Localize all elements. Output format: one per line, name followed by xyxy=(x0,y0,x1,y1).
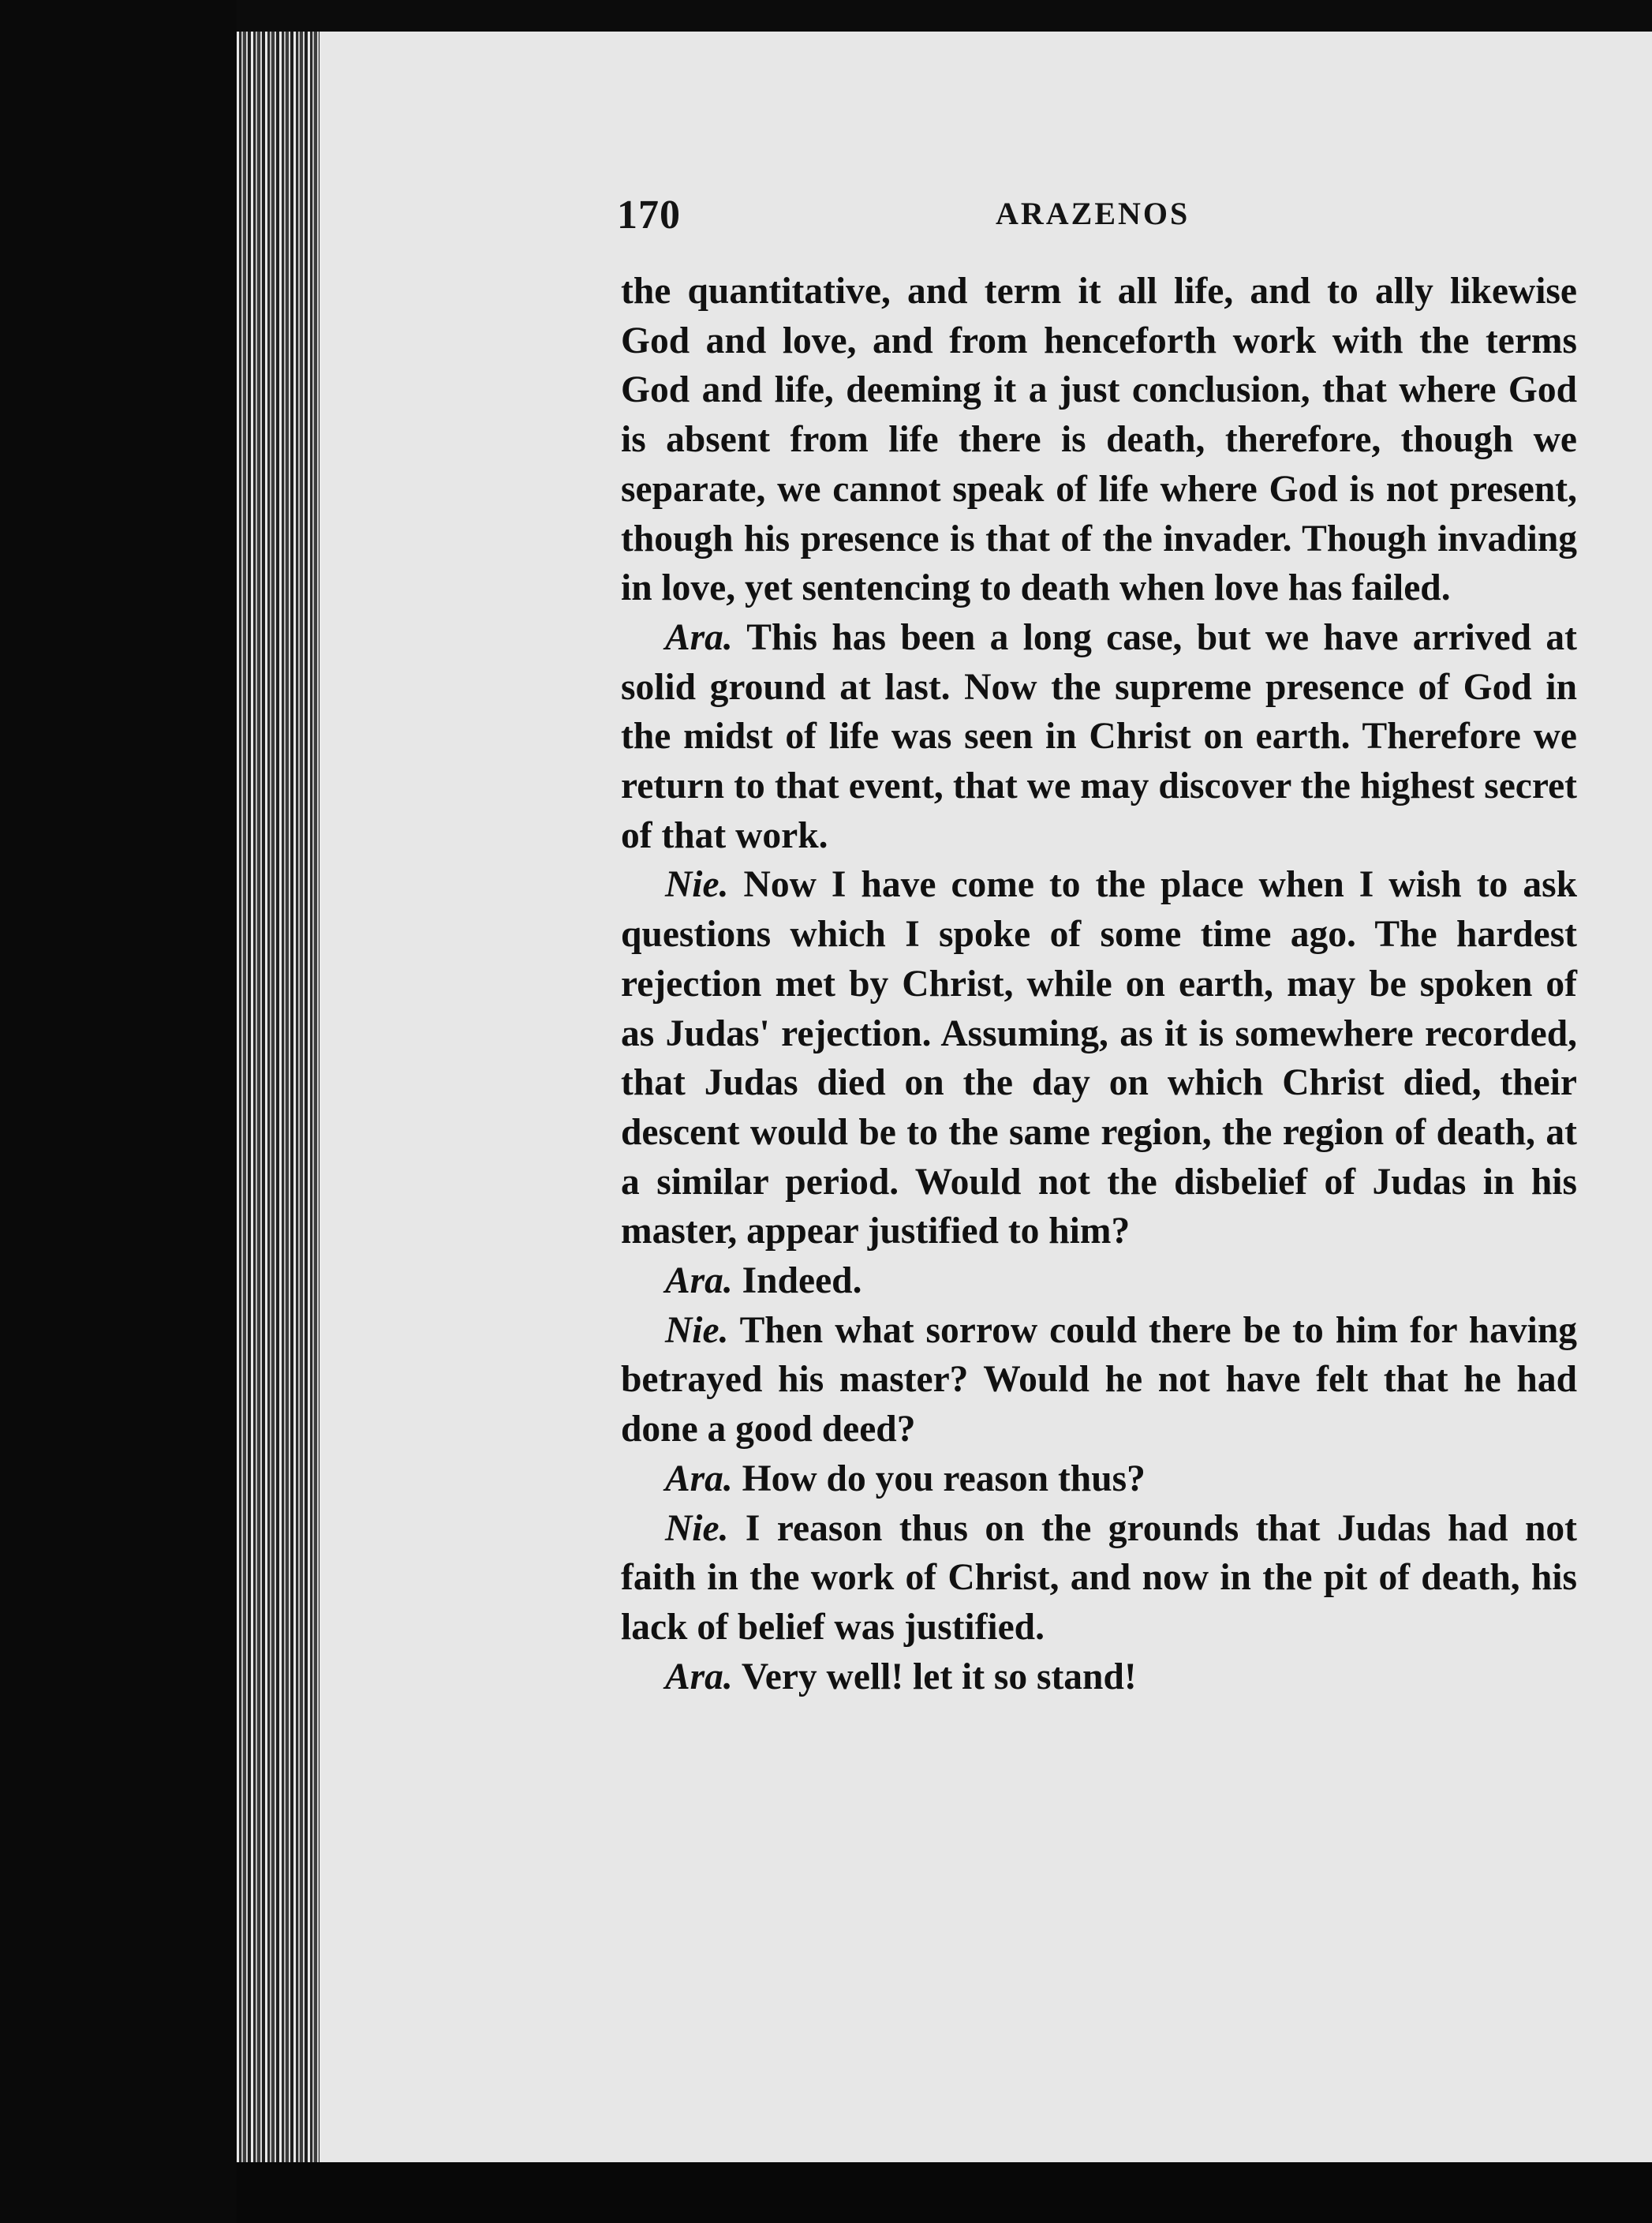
paragraph-text: Now I have come to the place when I wish to ask questions which I spoke of some time ago. The hardest rejection met by Christ, while on earth, may be spoken of as Judas' rejection. Assuming, as it is somewhere recorded, that Judas died on the day on which Christ died, their descent would be to the same region, the region of death, at a similar period. Would not the disbelief of Judas in his master, appear justified to him? xyxy=(621,864,1577,1252)
speaker-label: Ara. xyxy=(665,1656,733,1697)
running-title: ARAZENOS xyxy=(996,196,1190,231)
running-head xyxy=(617,192,1595,239)
dark-scan-margin xyxy=(0,0,260,2223)
speaker-label: Nie. xyxy=(665,864,729,906)
dark-bottom-border xyxy=(237,2162,1652,2223)
paragraph-text: This has been a long case, but we have arrived at solid ground at last. Now the supreme presence of God in the midst of life was seen in Christ on earth. Therefore we return to that event, that we may discover the highest secret of that work. xyxy=(621,616,1577,856)
paragraph-7 xyxy=(621,1504,1577,1652)
paragraph-5 xyxy=(621,1306,1577,1454)
speaker-label: Ara. xyxy=(665,1260,733,1302)
speaker-label: Nie. xyxy=(665,1507,729,1549)
paragraph-text: How do you reason thus? xyxy=(742,1458,1146,1499)
body-text xyxy=(621,267,1577,1701)
paragraph-text: Then what sorrow could there be to him for having betrayed his master? Would he not have felt that he had done a good deed? xyxy=(621,1309,1577,1450)
dark-top-border xyxy=(237,0,1652,32)
paragraph-3 xyxy=(621,860,1577,1256)
paragraph-8 xyxy=(621,1652,1577,1702)
paragraph-1 xyxy=(621,267,1577,613)
page-number: 170 xyxy=(617,193,681,238)
paragraph-text: Indeed. xyxy=(742,1260,862,1302)
speaker-label: Ara. xyxy=(665,616,733,658)
speaker-label: Ara. xyxy=(665,1458,733,1499)
speaker-label: Nie. xyxy=(665,1309,729,1351)
paragraph-text: the quantitative, and term it all life, and to ally likewise God and love, and from henceforth work with the terms God and life, deeming it a just conclusion, that where God is absent from life there is death, therefore, though we separate, we cannot speak of life where God is not present, though his presence is that of the invader. Though invading in love, yet sentencing to death when love has failed. xyxy=(621,271,1577,609)
paragraph-6 xyxy=(621,1454,1577,1504)
paragraph-text: Very well! let it so stand! xyxy=(741,1656,1137,1697)
book-page-edges xyxy=(237,32,325,2162)
paragraph-text: I reason thus on the grounds that Judas had not faith in the work of Christ, and now in the pit of death, his lack of belief was justified. xyxy=(621,1507,1577,1648)
paragraph-4 xyxy=(621,1256,1577,1306)
paragraph-2 xyxy=(621,613,1577,861)
